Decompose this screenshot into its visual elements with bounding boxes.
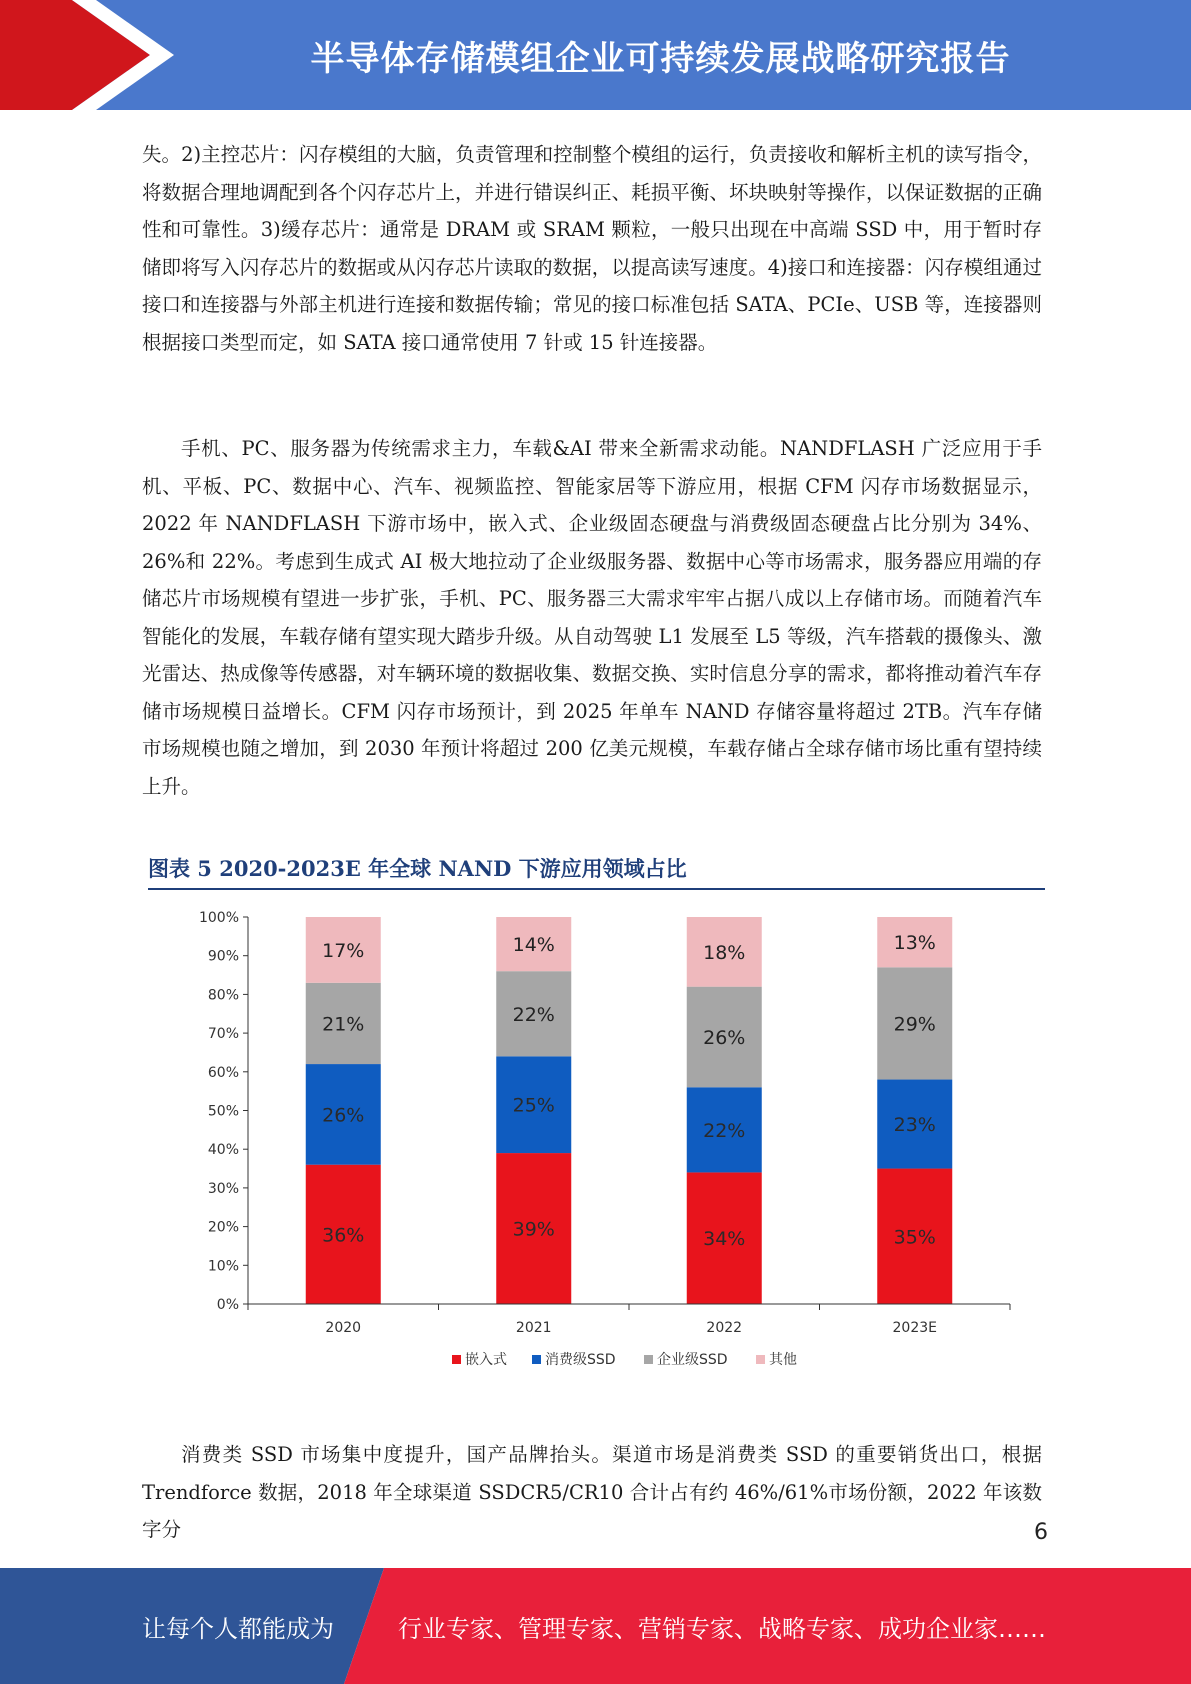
data-label: 29% [893,1013,936,1036]
y-axis [199,910,248,1313]
legend-label: 嵌入式 [465,1352,507,1368]
footer-slogan-left: 让每个人都能成为 [142,1614,334,1643]
data-label: 18% [703,941,746,964]
legend-swatch [644,1355,653,1364]
x-tick-label: 2021 [515,1320,552,1336]
data-label: 26% [703,1026,746,1049]
stacked-bar-chart [148,892,1045,1392]
report-title: 半导体存储模组企业可持续发展战略研究报告 [310,38,1011,79]
y-tick-label: 30% [207,1180,239,1197]
y-tick-label: 10% [207,1258,239,1275]
data-label: 35% [893,1226,936,1249]
y-tick-label: 40% [207,1142,239,1159]
legend-label: 企业级SSD [657,1352,728,1368]
y-tick-label: 100% [198,910,239,926]
data-label: 22% [703,1119,746,1142]
x-tick-label: 2023E [892,1320,937,1336]
legend-label: 消费级SSD [545,1352,616,1368]
x-axis [248,1304,1010,1336]
bars [306,917,953,1304]
data-label: 36% [322,1224,365,1247]
page-number: 6 [1034,1520,1048,1545]
y-tick-label: 50% [207,1103,239,1120]
data-label: 34% [703,1228,746,1251]
data-label: 23% [893,1114,936,1137]
x-tick-label: 2020 [325,1320,362,1336]
y-tick-label: 70% [207,1026,239,1043]
y-tick-label: 90% [207,948,239,965]
paragraph-demand: 手机、PC、服务器为传统需求主力，车载&AI 带来全新需求动能。NANDFLASH 广泛应用于手机、平板、PC、数据中心、汽车、视频监控、智能家居等下游应用，根据 CFM 闪存市场数据显示，2022 年 NANDFLASH 下游市场中，嵌入式、企业级固态硬盘与消费级固态硬盘占比分别为 34%、26%和 22%。考虑到生成式 AI 极大地拉动了企业级服务器、数据中心等市场需求，服务器应用端的存储芯片市场规模有望进一步扩张，手机、PC、服务器三大需求牢牢占据八成以上存储市场。而随着汽车智能化的发展，车载存储有望实现大踏步升级。从自动驾驶 L1 发展至 L5 等级，汽车搭载的摄像头、激光雷达、热成像等传感器，对车辆环境的数据收集、数据交换、实时信息分享的需求，都将推动着汽车存储市场规模日益增长。CFM 闪存市场预计，到 2025 年单车 NAND 存储容量将超过 2TB。汽车存储市场规模也随之增加，到 2030 年预计将超过 200 亿美元规模，车载存储占全球存储市场比重有望持续上升。 [142,437,1042,798]
x-tick-label: 2022 [706,1320,743,1336]
y-tick-label: 60% [207,1064,239,1081]
paragraph-consumer-ssd: 消费类 SSD 市场集中度提升，国产品牌抬头。渠道市场是消费类 SSD 的重要销货出口，根据 Trendforce 数据，2018 年全球渠道 SSDCR5/CR10 合计占有约 46%/61%市场份额，2022 年该数字分 [142,1443,1042,1541]
page-footer [0,1568,1191,1684]
y-tick-label: 80% [207,987,239,1004]
legend-swatch [756,1355,765,1364]
data-label: 26% [322,1104,365,1127]
data-label: 25% [512,1094,555,1117]
legend-label: 其他 [769,1352,797,1368]
legend-swatch [532,1355,541,1364]
figure-caption: 图表 5 2020-2023E 年全球 NAND 下游应用领域占比 [148,852,1045,890]
page-header [0,0,1191,110]
paragraph-components: 失。2)主控芯片：闪存模组的大脑，负责管理和控制整个模组的运行，负责接收和解析主机的读写指令，将数据合理地调配到各个闪存芯片上，并进行错误纠正、耗损平衡、坏块映射等操作，以保证数据的正确性和可靠性。3)缓存芯片：通常是 DRAM 或 SRAM 颗粒，一般只出现在中高端 SSD 中，用于暂时存储即将写入闪存芯片的数据或从闪存芯片读取的数据，以提高读写速度。4)接口和连接器：闪存模组通过接口和连接器与外部主机进行连接和数据传输；常见的接口标准包括 SATA、PCIe、USB 等，连接器则根据接口类型而定，如 SATA 接口通常使用 7 针或 15 针连接器。 [142,143,1042,354]
chart-legend [452,1351,797,1368]
data-label: 21% [322,1013,365,1036]
y-tick-label: 20% [207,1219,239,1236]
legend-swatch [452,1355,461,1364]
nand-application-chart [148,892,1045,1392]
y-tick-label: 0% [216,1297,239,1313]
data-label: 13% [893,932,936,955]
footer-slogan-right: 行业专家、管理专家、营销专家、战略专家、成功企业家…… [398,1614,1046,1643]
data-label: 14% [512,934,555,957]
data-label: 17% [322,939,365,962]
data-label: 39% [512,1218,555,1241]
data-label: 22% [512,1003,555,1026]
